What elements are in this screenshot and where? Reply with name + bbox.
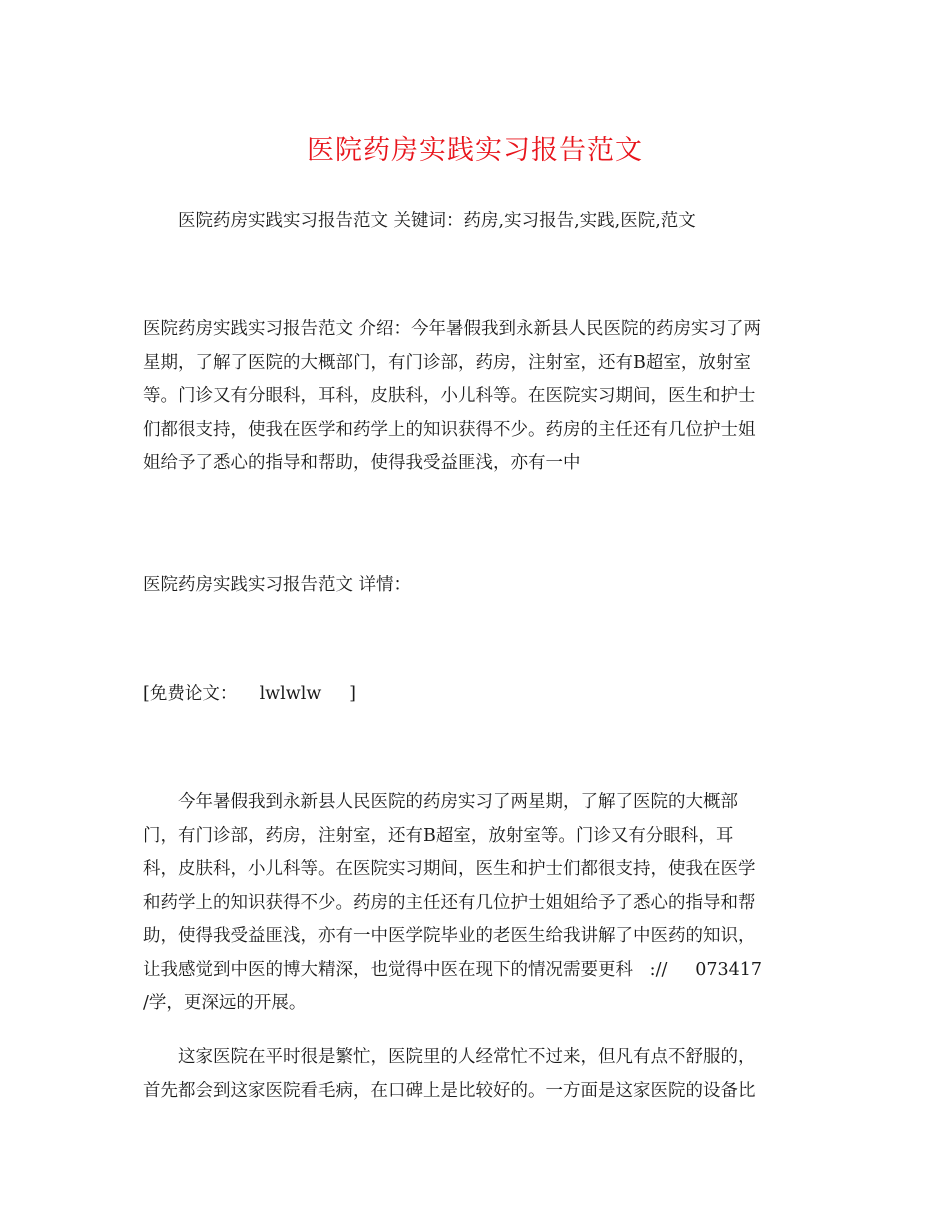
body-line: 科，皮肤科，小儿科等。在医院实习期间，医生和护士们都很支持，使我在医学 (143, 859, 756, 879)
free-paper-note: [免费论文： lwlwlw ] (143, 684, 356, 704)
intro-line: 们都很支持，使我在医学和药学上的知识获得不少。药房的主任还有几位护士姐 (143, 419, 756, 440)
body-line: 这家医院在平时很是繁忙，医院里的人经常忙不过来，但凡有点不舒服的， (178, 1047, 756, 1067)
document-title: 医院药房实践实习报告范文 (307, 135, 643, 166)
body-line: 助，使得我受益匪浅，亦有一中医学院毕业的老医生给我讲解了中医药的知识， (143, 926, 756, 946)
body-line: 让我感觉到中医的博大精深，也觉得中医在现下的情况需要更科 :// 073417 (143, 959, 762, 980)
intro-line: 医院药房实践实习报告范文 介绍：今年暑假我到永新县人民医院的药房实习了两 (143, 319, 762, 339)
body-line: /学，更深远的开展。 (143, 993, 307, 1013)
details-label: 医院药房实践实习报告范文 详情： (143, 575, 412, 595)
intro-line: 等。门诊又有分眼科，耳科，皮肤科，小儿科等。在医院实习期间，医生和护士 (143, 386, 756, 406)
body-line: 首先都会到这家医院看毛病，在口碑上是比较好的。一方面是这家医院的设备比 (143, 1080, 756, 1101)
body-paragraph-1 (143, 786, 808, 1021)
body-paragraph-2 (143, 1041, 808, 1108)
keywords-line: 医院药房实践实习报告范文 关键词：药房,实习报告,实践,医院,范文 (178, 211, 696, 231)
intro-line: 姐给予了悉心的指导和帮助，使得我受益匪浅，亦有一中 (143, 453, 581, 473)
body-line: 今年暑假我到永新县人民医院的药房实习了两星期，了解了医院的大概部 (178, 792, 738, 812)
body-line: 和药学上的知识获得不少。药房的主任还有几位护士姐姐给予了悉心的指导和帮 (143, 892, 756, 913)
body-line: 门，有门诊部，药房，注射室，还有B超室，放射室等。门诊又有分眼科，耳 (143, 825, 734, 846)
intro-line: 星期，了解了医院的大概部门，有门诊部，药房，注射室，还有B超室，放射室 (143, 352, 751, 373)
intro-paragraph (143, 313, 808, 481)
